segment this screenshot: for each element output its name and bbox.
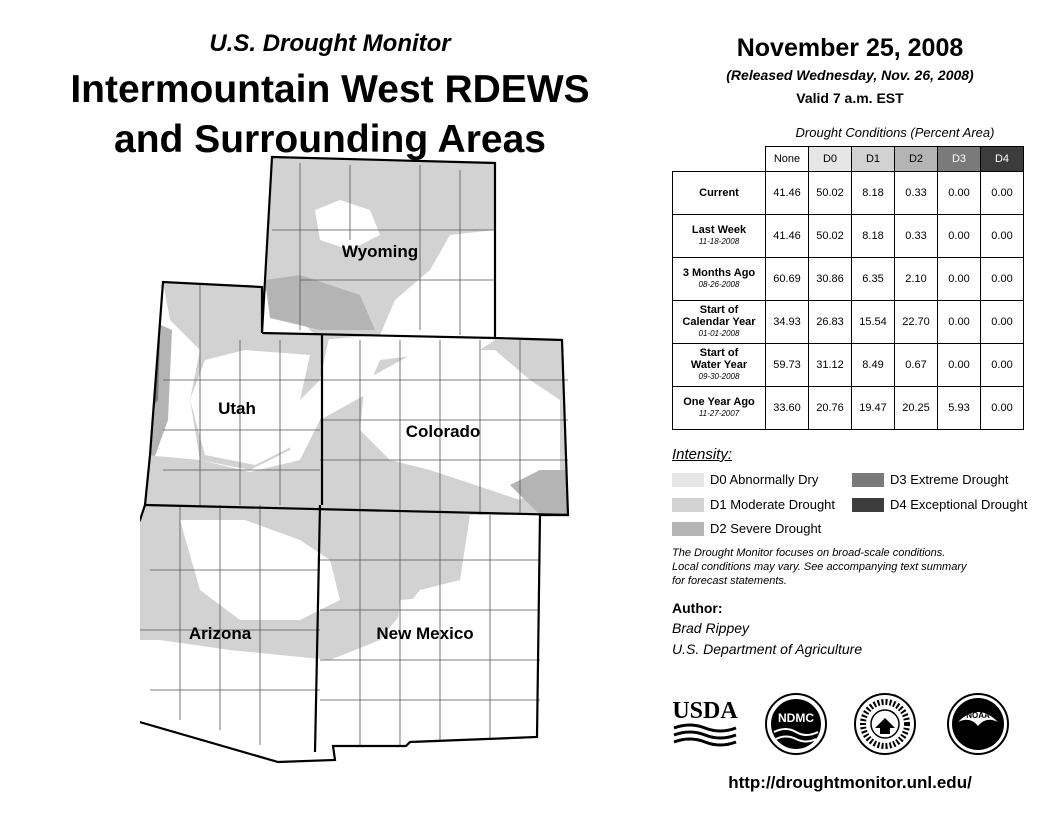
row-label: One Year Ago 11-27-2007 xyxy=(673,387,766,430)
svg-text:NDMC: NDMC xyxy=(778,711,814,725)
legend-swatch-d1 xyxy=(672,498,704,512)
legend-swatch-d0 xyxy=(672,473,704,487)
row-label: Last Week 11-18-2008 xyxy=(673,215,766,258)
table-cell: 50.02 xyxy=(809,172,852,215)
legend-item-d0: D0 Abnormally Dry xyxy=(672,472,818,487)
table-row xyxy=(673,215,1024,258)
table-cell: 31.12 xyxy=(809,344,852,387)
map-subtitle: U.S. Drought Monitor xyxy=(209,30,451,57)
table-cell: 60.69 xyxy=(766,258,809,301)
legend-item-d3: D3 Extreme Drought xyxy=(852,472,1009,487)
table-row xyxy=(673,344,1024,387)
website-url[interactable]: http://droughtmonitor.unl.edu/ xyxy=(728,773,972,792)
state-label-wyoming: Wyoming xyxy=(341,242,419,261)
map-title-line2: and Surrounding Areas xyxy=(114,118,546,161)
table-cell: 5.93 xyxy=(938,387,981,430)
table-cell: 2.10 xyxy=(895,258,938,301)
table-cell: 0.00 xyxy=(981,215,1024,258)
table-cell: 20.76 xyxy=(809,387,852,430)
row-label: 3 Months Ago 08-26-2008 xyxy=(673,258,766,301)
table-cell: 33.60 xyxy=(766,387,809,430)
table-row xyxy=(673,301,1024,344)
svg-text:NOAA: NOAA xyxy=(966,711,990,720)
author-name: Brad Rippey xyxy=(672,620,750,636)
table-row xyxy=(673,258,1024,301)
table-cell: 41.46 xyxy=(766,215,809,258)
table-cell: 0.00 xyxy=(938,258,981,301)
table-row xyxy=(673,387,1024,430)
col-header-d1: D1 xyxy=(852,147,895,172)
table-cell: 6.35 xyxy=(852,258,895,301)
valid-time: Valid 7 a.m. EST xyxy=(796,90,904,106)
table-cell: 0.00 xyxy=(938,301,981,344)
state-label-utah: Utah xyxy=(218,399,256,418)
row-label: Start of Water Year 09-30-2008 xyxy=(673,344,766,387)
author-organization: U.S. Department of Agriculture xyxy=(672,641,863,657)
table-cell: 22.70 xyxy=(895,301,938,344)
col-header-d2: D2 xyxy=(895,147,938,172)
ndmc-logo xyxy=(764,692,828,756)
table-header-row xyxy=(673,147,1024,172)
author-heading: Author: xyxy=(672,600,723,616)
table-cell: 0.67 xyxy=(895,344,938,387)
table-cell: 20.25 xyxy=(895,387,938,430)
legend-swatch-d3 xyxy=(852,473,884,487)
state-label-new-mexico: New Mexico xyxy=(376,624,474,643)
noaa-logo xyxy=(946,692,1010,756)
legend-item-d4: D4 Exceptional Drought xyxy=(852,497,1027,512)
table-cell: 0.00 xyxy=(938,172,981,215)
table-cell: 0.33 xyxy=(895,172,938,215)
table-cell: 50.02 xyxy=(809,215,852,258)
disclaimer-note: The Drought Monitor focuses on broad-scale conditions. Local conditions may vary. See accompanying text summary for forecast statements. xyxy=(672,547,967,587)
table-cell: 0.00 xyxy=(981,301,1024,344)
state-label-colorado: Colorado xyxy=(405,422,481,441)
table-cell: 0.00 xyxy=(981,344,1024,387)
table-cell: 0.00 xyxy=(938,215,981,258)
col-header-none: None xyxy=(766,147,809,172)
release-date: (Released Wednesday, Nov. 26, 2008) xyxy=(726,67,974,83)
state-label-arizona: Arizona xyxy=(188,624,252,643)
table-cell: 0.00 xyxy=(981,172,1024,215)
drought-map xyxy=(140,150,580,770)
commerce-seal-logo xyxy=(853,692,917,756)
legend-item-d2: D2 Severe Drought xyxy=(672,521,821,536)
table-cell: 8.18 xyxy=(852,172,895,215)
legend-item-d1: D1 Moderate Drought xyxy=(672,497,835,512)
table-row xyxy=(673,172,1024,215)
table-cell: 15.54 xyxy=(852,301,895,344)
table-cell: 26.83 xyxy=(809,301,852,344)
col-header-d3: D3 xyxy=(938,147,981,172)
row-label: Start of Calendar Year 01-01-2008 xyxy=(673,301,766,344)
table-cell: 59.73 xyxy=(766,344,809,387)
table-cell: 0.00 xyxy=(981,258,1024,301)
legend-swatch-d2 xyxy=(672,522,704,536)
drought-conditions-table xyxy=(672,146,1024,430)
table-cell: 8.18 xyxy=(852,215,895,258)
row-label: Current xyxy=(673,172,766,215)
table-cell: 8.49 xyxy=(852,344,895,387)
table-cell: 41.46 xyxy=(766,172,809,215)
usda-logo xyxy=(670,692,740,748)
table-cell: 0.00 xyxy=(981,387,1024,430)
table-cell: 0.33 xyxy=(895,215,938,258)
table-cell: 19.47 xyxy=(852,387,895,430)
table-cell: 34.93 xyxy=(766,301,809,344)
table-caption: Drought Conditions (Percent Area) xyxy=(795,125,995,140)
col-header-d4: D4 xyxy=(981,147,1024,172)
map-title-line1: Intermountain West RDEWS xyxy=(70,68,590,111)
legend-title: Intensity: xyxy=(672,446,733,463)
table-cell: 30.86 xyxy=(809,258,852,301)
table-cell: 0.00 xyxy=(938,344,981,387)
report-date: November 25, 2008 xyxy=(736,34,964,62)
svg-text:USDA: USDA xyxy=(672,698,738,724)
col-header-d0: D0 xyxy=(809,147,852,172)
legend-swatch-d4 xyxy=(852,498,884,512)
